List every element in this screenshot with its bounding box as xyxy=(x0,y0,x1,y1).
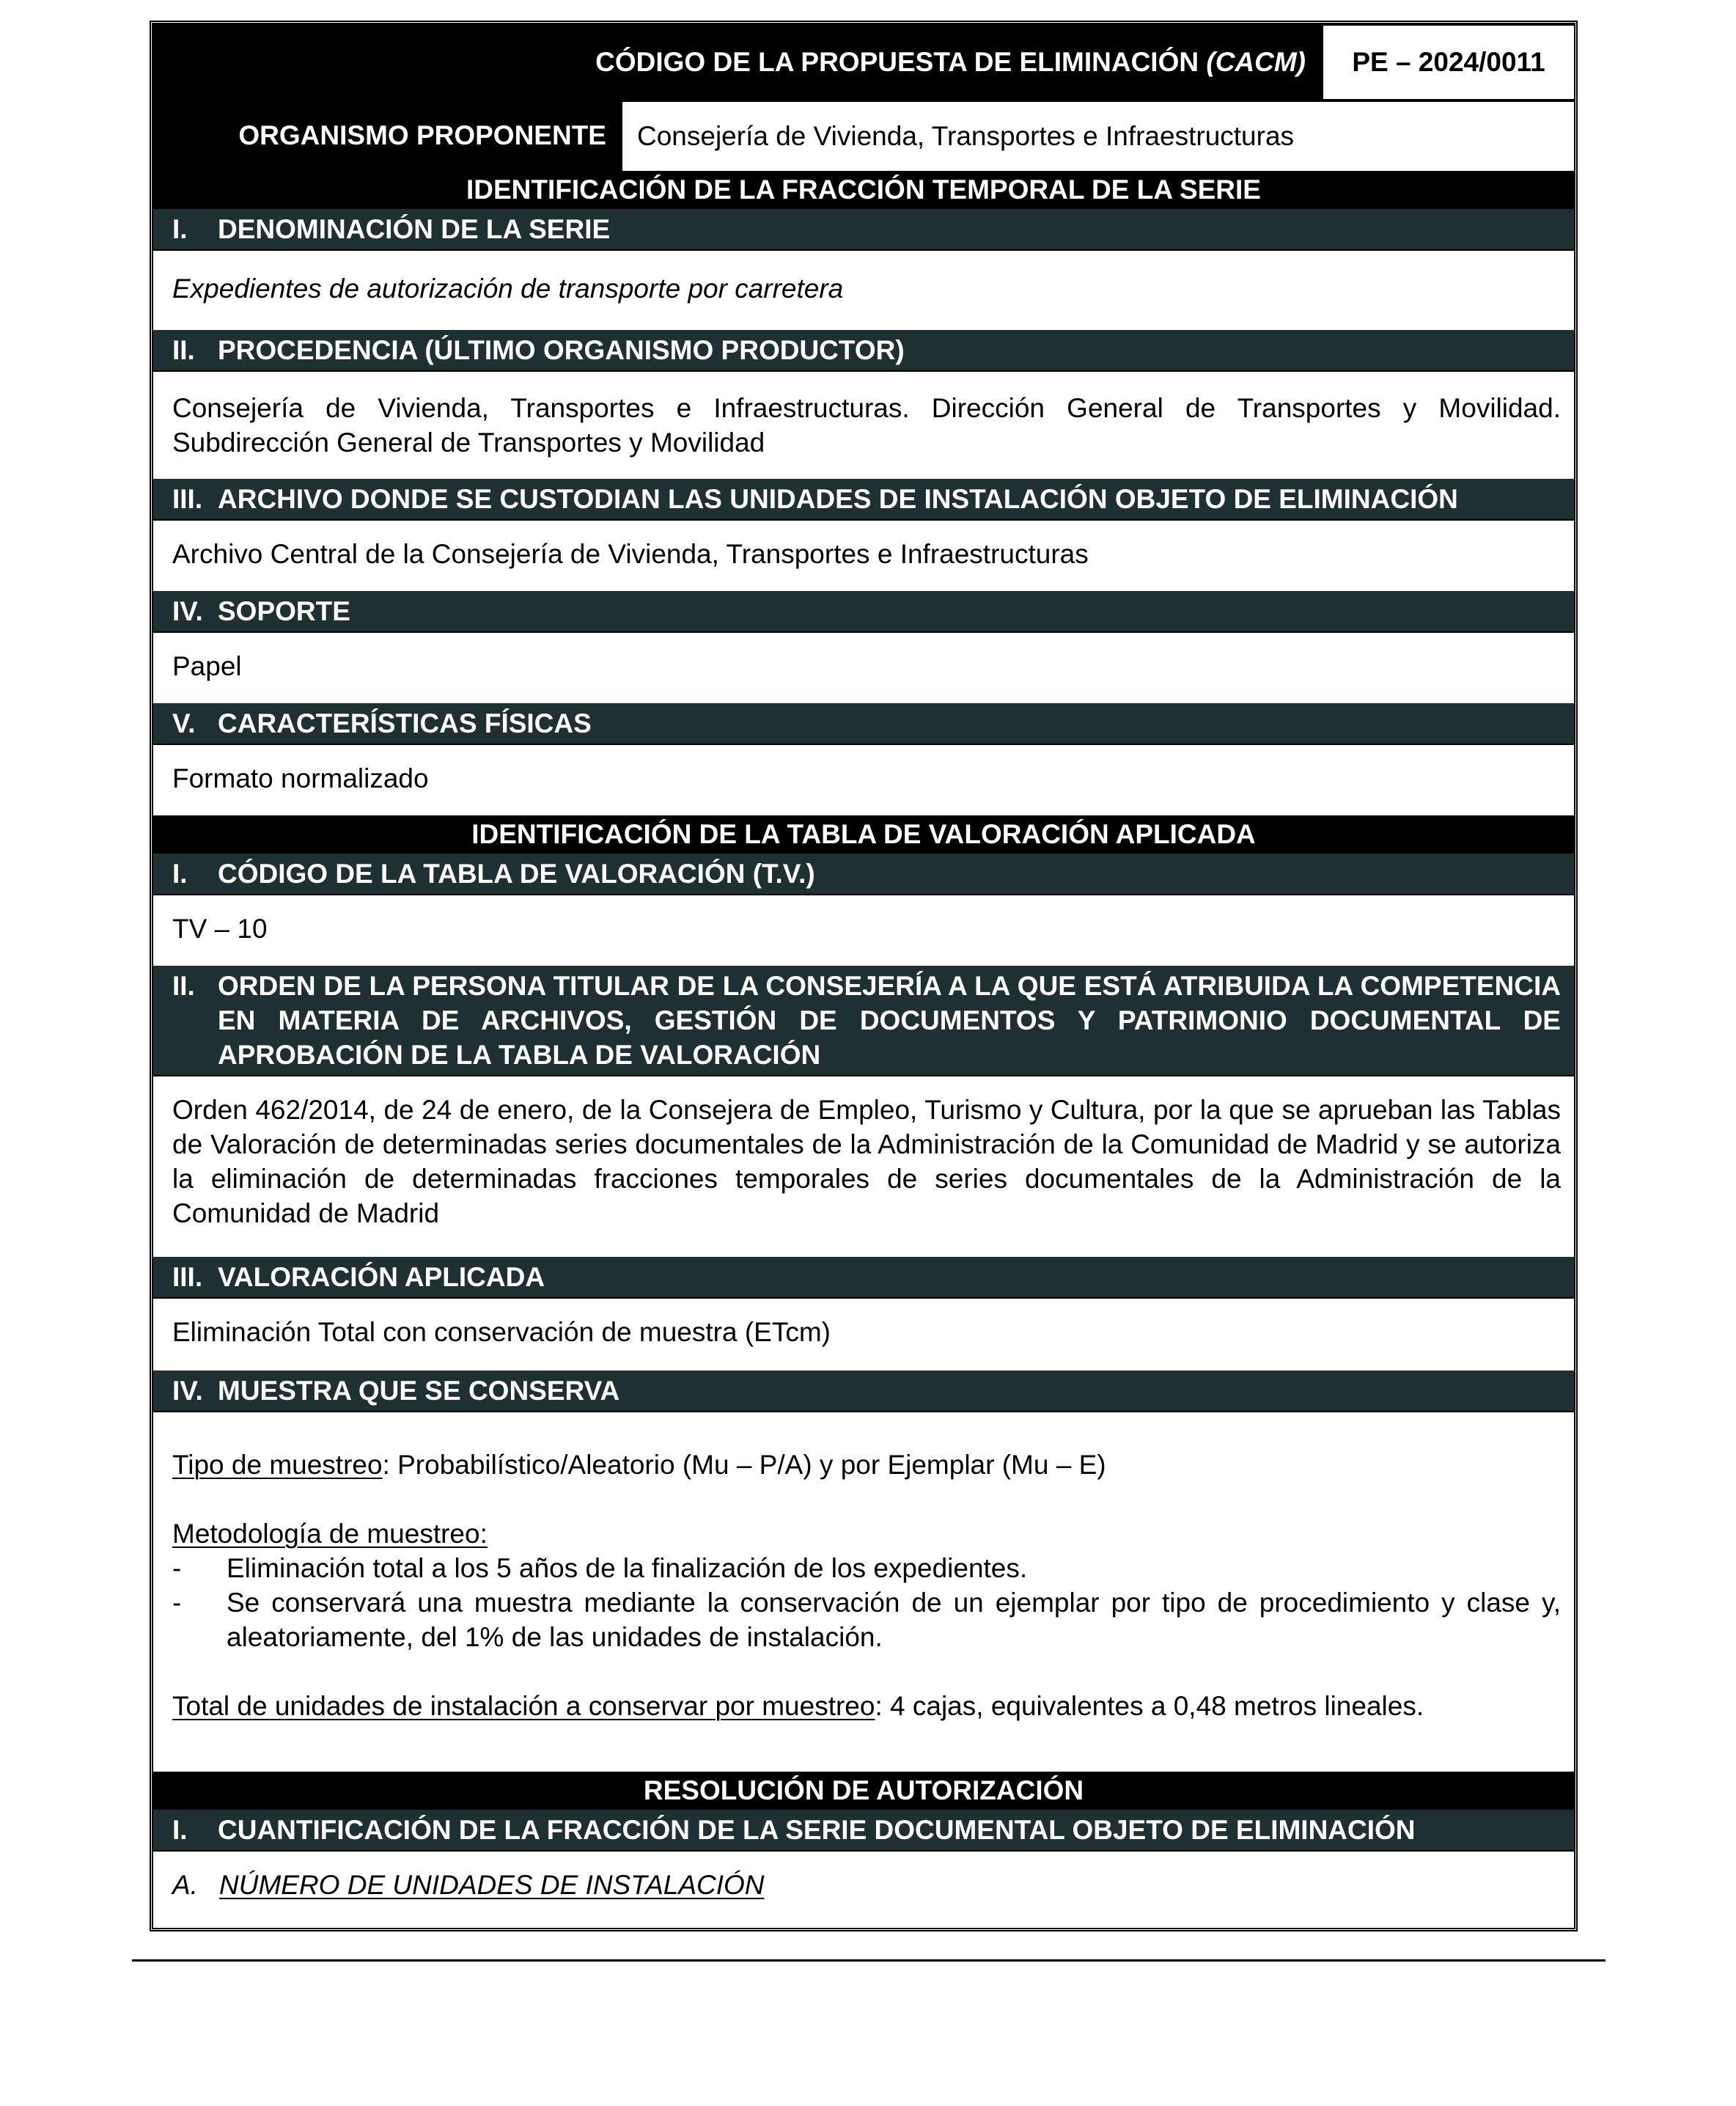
total-conservar-label: Total de unidades de instalación a conservar por muestreo xyxy=(172,1691,875,1721)
tipo-muestreo-label: Tipo de muestreo xyxy=(172,1450,383,1480)
subsection-header xyxy=(153,1257,1574,1297)
organism-value: Consejería de Vivienda, Transportes e Infraestructuras xyxy=(622,100,1574,171)
archivo-content: Archivo Central de la Consejería de Vivienda, Transportes e Infraestructuras xyxy=(153,519,1574,591)
subsection-title: VALORACIÓN APLICADA xyxy=(218,1262,545,1292)
subsection-header xyxy=(153,591,1574,631)
subsection-header xyxy=(153,330,1574,370)
metodologia-label: Metodología de muestreo: xyxy=(172,1519,488,1549)
list-item-text: Se conservará una muestra mediante la conservación de un ejemplar por tipo de procedimiento y clase y, aleatoriamente, del 1% de las unidades de instalación. xyxy=(227,1588,1561,1652)
subsection-number: III. xyxy=(172,484,203,514)
subsection-title: PROCEDENCIA (ÚLTIMO ORGANISMO PRODUCTOR) xyxy=(218,335,905,365)
proposal-code-label-text: CÓDIGO DE LA PROPUESTA DE ELIMINACIÓN xyxy=(595,47,1207,77)
proposal-form xyxy=(150,21,1578,1931)
tv-code-content: TV – 10 xyxy=(153,894,1574,966)
tipo-muestreo-value: : Probabilístico/Aleatorio (Mu – P/A) y por Ejemplar (Mu – E) xyxy=(382,1450,1106,1480)
subsection-header xyxy=(153,479,1574,519)
subsection-header xyxy=(153,209,1574,249)
subsection-title: CUANTIFICACIÓN DE LA FRACCIÓN DE LA SERIE DOCUMENTAL OBJETO DE ELIMINACIÓN xyxy=(218,1815,1416,1845)
procedencia-content: Consejería de Vivienda, Transportes e Infraestructuras. Dirección General de Transportes y Movilidad. Subdirección General de Transportes y Movilidad xyxy=(153,370,1574,479)
subsection-number: V. xyxy=(172,708,196,738)
cuantificacion-content xyxy=(153,1850,1574,1928)
footer-rule xyxy=(132,1959,1606,1962)
subsection-number: II. xyxy=(172,971,195,1001)
subsection-number: I. xyxy=(172,214,188,244)
subsection-title: MUESTRA QUE SE CONSERVA xyxy=(218,1376,620,1406)
proposal-code-label xyxy=(153,24,1322,100)
subsection-title: ARCHIVO DONDE SE CUSTODIAN LAS UNIDADES DE INSTALACIÓN OBJETO DE ELIMINACIÓN xyxy=(218,484,1458,514)
subsection-title: CÓDIGO DE LA TABLA DE VALORACIÓN (T.V.) xyxy=(218,859,815,889)
subitem-label: NÚMERO DE UNIDADES DE INSTALACIÓN xyxy=(219,1870,765,1900)
muestra-content xyxy=(153,1411,1574,1772)
subsection-title: CARACTERÍSTICAS FÍSICAS xyxy=(218,708,592,738)
subsection-number: IV. xyxy=(172,1376,203,1406)
subsection-number: II. xyxy=(172,335,195,365)
subsection-number: I. xyxy=(172,859,188,889)
proposal-code-row xyxy=(153,24,1574,100)
list-item xyxy=(172,1551,1561,1585)
subsection-header xyxy=(153,1371,1574,1411)
proposal-code-value: PE – 2024/0011 xyxy=(1322,24,1574,100)
organism-row xyxy=(153,100,1574,171)
series-name-content: Expedientes de autorización de transporte por carretera xyxy=(153,249,1574,330)
section-title-tabla: IDENTIFICACIÓN DE LA TABLA DE VALORACIÓN APLICADA xyxy=(153,815,1574,854)
subsection-header xyxy=(153,854,1574,894)
orden-content: Orden 462/2014, de 24 de enero, de la Consejera de Empleo, Turismo y Cultura, por la que se aprueban las Tablas de Valoración de determinadas series documentales de la Administración de la Comunidad de Madrid y se autoriza la eliminación de determinadas fracciones temporales de series documentales de la Administración de la Comunidad de Madrid xyxy=(153,1075,1574,1257)
subsection-title: SOPORTE xyxy=(218,596,350,626)
proposal-code-label-acronym: (CACM) xyxy=(1206,47,1306,77)
caracteristicas-content: Formato normalizado xyxy=(153,744,1574,815)
total-conservar-line xyxy=(172,1689,1561,1723)
list-item-dash: - xyxy=(172,1553,182,1583)
tipo-muestreo-line xyxy=(172,1448,1561,1482)
subsection-number: I. xyxy=(172,1815,188,1845)
subsection-title: ORDEN DE LA PERSONA TITULAR DE LA CONSEJERÍA A LA QUE ESTÁ ATRIBUIDA LA COMPETENCIA EN MATERIA DE ARCHIVOS, GESTIÓN DE DOCUMENTOS Y PATRIMONIO DOCUMENTAL DE APROBACIÓN DE LA TABLA DE VALORACIÓN xyxy=(218,971,1561,1070)
organism-label: ORGANISMO PROPONENTE xyxy=(238,120,606,150)
soporte-content: Papel xyxy=(153,631,1574,703)
subsection-header xyxy=(153,966,1574,1075)
section-title-fraccion: IDENTIFICACIÓN DE LA FRACCIÓN TEMPORAL DE LA SERIE xyxy=(153,171,1574,209)
valoracion-content: Eliminación Total con conservación de muestra (ETcm) xyxy=(153,1297,1574,1371)
subsection-title: DENOMINACIÓN DE LA SERIE xyxy=(218,214,611,244)
subitem-letter: A. xyxy=(172,1870,198,1900)
section-title-resolucion: RESOLUCIÓN DE AUTORIZACIÓN xyxy=(153,1772,1574,1810)
total-conservar-value: : 4 cajas, equivalentes a 0,48 metros lineales. xyxy=(875,1691,1424,1721)
list-item-text: Eliminación total a los 5 años de la finalización de los expedientes. xyxy=(227,1553,1028,1583)
list-item-dash: - xyxy=(172,1588,182,1618)
subsection-header xyxy=(153,1810,1574,1850)
list-item xyxy=(172,1585,1561,1654)
subsection-header xyxy=(153,703,1574,744)
subsection-number: IV. xyxy=(172,596,203,626)
subsection-number: III. xyxy=(172,1262,203,1292)
